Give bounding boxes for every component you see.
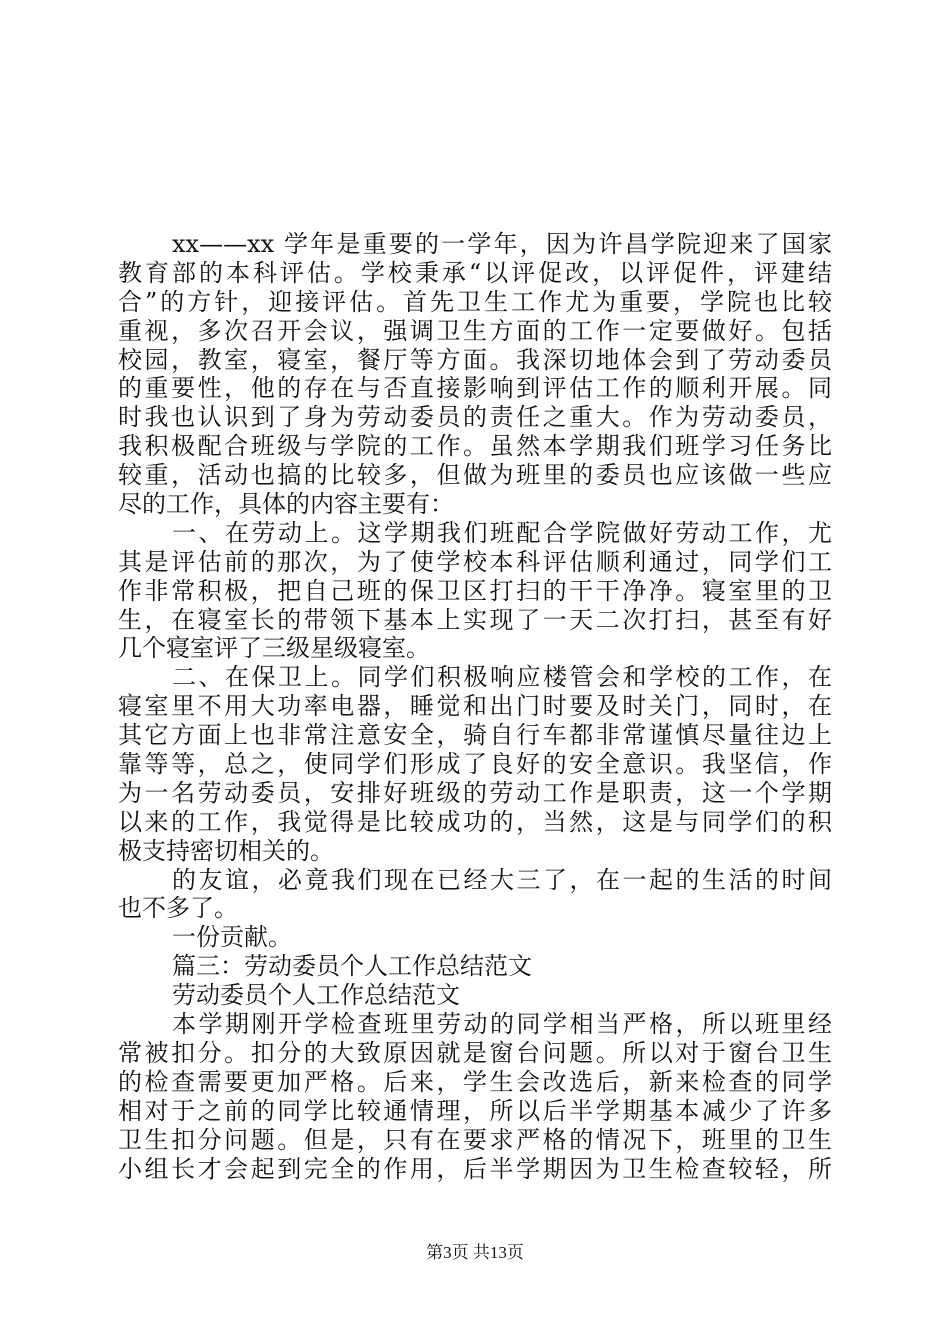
text-line: 的检查需要更加严格。后来，学生会改选后，新来检查的同学	[118, 1067, 832, 1096]
page-number-footer: 第3页 共13页	[426, 1243, 524, 1262]
text-line: 为一名劳动委员，安排好班级的劳动工作是职责，这一个学期	[118, 778, 832, 807]
text-line: 二、在保卫上。同学们积极响应楼管会和学校的工作，在	[172, 663, 832, 692]
text-line: 较重，活动也搞的比较多，但做为班里的委员也应该做一些应	[118, 461, 832, 490]
text-line: 一、在劳动上。这学期我们班配合学院做好劳动工作，尤	[172, 518, 832, 547]
text-line: 常被扣分。扣分的大致原因就是窗台问题。所以对于窗台卫生	[118, 1038, 832, 1067]
text-line: 几个寝室评了三级星级寝室。	[118, 634, 430, 663]
text-line: 一份贡献。	[172, 923, 292, 952]
text-line: 的重要性，他的存在与否直接影响到评估工作的顺利开展。同	[118, 374, 832, 403]
text-line: 篇三：劳动委员个人工作总结范文	[172, 952, 532, 981]
text-line: 以来的工作，我觉得是比较成功的，当然，这是与同学们的积	[118, 807, 832, 836]
text-line: 尽的工作，具体的内容主要有：	[118, 490, 454, 519]
text-line: 教育部的本科评估。学校秉承“以评促改，以评促件，评建结	[118, 258, 832, 287]
text-line: 靠等等，总之，使同学们形成了良好的安全意识。我坚信，作	[118, 750, 832, 779]
text-line: 小组长才会起到完全的作用，后半学期因为卫生检查较轻，所	[118, 1154, 832, 1183]
text-line: xx——xx 学年是重要的一学年，因为许昌学院迎来了国家	[172, 230, 832, 258]
text-line: 生，在寝室长的带领下基本上实现了一天二次打扫，甚至有好	[118, 605, 832, 634]
text-line: 校园，教室，寝室，餐厅等方面。我深切地体会到了劳动委员	[118, 345, 832, 374]
text-line: 劳动委员个人工作总结范文	[172, 981, 460, 1010]
text-line: 其它方面上也非常注意安全，骑自行车都非常谨慎尽量往边上	[118, 721, 832, 750]
text-line: 相对于之前的同学比较通情理，所以后半学期基本减少了许多	[118, 1096, 832, 1125]
document-body	[118, 230, 832, 1183]
text-line: 我积极配合班级与学院的工作。虽然本学期我们班学习任务比	[118, 432, 832, 461]
text-line: 其是评估前的那次，为了使学校本科评估顺利通过，同学们工	[118, 547, 832, 576]
text-line: 本学期刚开学检查班里劳动的同学相当严格，所以班里经	[172, 1010, 832, 1039]
text-line: 作非常积极，把自己班的保卫区打扫的干干净净。寝室里的卫	[118, 576, 832, 605]
text-line: 重视，多次召开会议，强调卫生方面的工作一定要做好。包括	[118, 316, 832, 345]
text-line: 合”的方针，迎接评估。首先卫生工作尤为重要，学院也比较	[118, 287, 832, 316]
text-line: 时我也认识到了身为劳动委员的责任之重大。作为劳动委员，	[118, 403, 832, 432]
text-line: 极支持密切相关的。	[118, 836, 334, 865]
text-line: 的友谊，必竟我们现在已经大三了，在一起的生活的时间	[172, 865, 832, 894]
text-line: 卫生扣分问题。但是，只有在要求严格的情况下，班里的卫生	[118, 1125, 832, 1154]
text-line: 也不多了。	[118, 894, 238, 923]
text-line: 寝室里不用大功率电器，睡觉和出门时要及时关门，同时，在	[118, 692, 832, 721]
